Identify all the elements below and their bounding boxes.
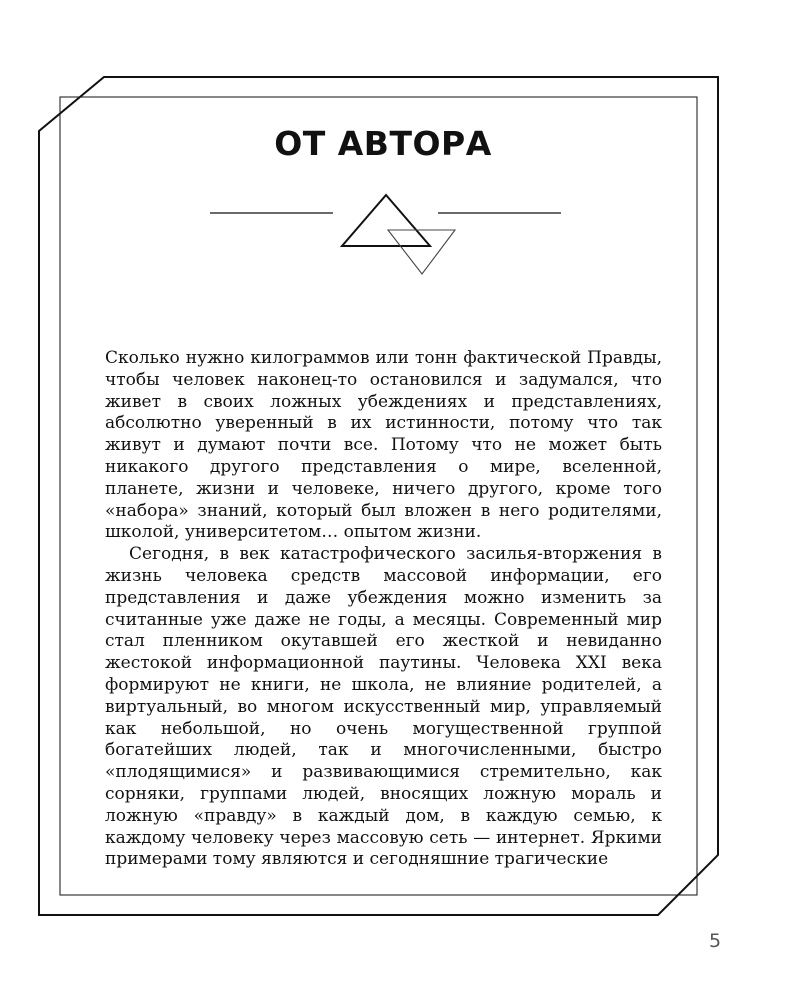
paragraph-1: Сколько нужно килограммов или тонн фактической Правды, чтобы человек наконец-то остановился и задумался, что живет в своих ложных убеждениях и представлениях, абсолютно уверенный в их истинности, потому что так живут и думают почти все. Потому что не может быть никакого другого представления о мире, вселенной, планете, жизни и человеке, ничего другого, кроме того «набора» знаний, который был вложен в него родителями, школой, университетом… опытом жизни.	[105, 348, 662, 543]
triangle-ornament-icon	[200, 186, 570, 281]
page-number: 5	[708, 930, 722, 952]
ornament-up-triangle	[342, 195, 430, 246]
body-text	[105, 348, 662, 871]
paragraph-2: Сегодня, в век катастрофического засилья-вторжения в жизнь человека средств массовой информации, его представления и даже убеждения можно изменить за считанные уже даже не годы, а месяцы. Современный мир стал пленником окутавшей его жесткой и невиданно жестокой информационной паутины. Человека XXI века формируют не книги, не школа, не влияние родителей, а виртуальный, во многом искусственный мир, управляемый как небольшой, но очень могущественной группой богатейших людей, так и многочисленными, быстро «плодящимися» и развивающимися стремительно, как сорняки, группами людей, вносящих ложную мораль и ложную «правду» в каждый дом, в каждую семью, к каждому человеку через массовую сеть — интернет. Яркими примерами тому являются и сегодняшние трагические	[105, 544, 662, 870]
page-title: ОТ АВТОРА	[274, 124, 492, 163]
